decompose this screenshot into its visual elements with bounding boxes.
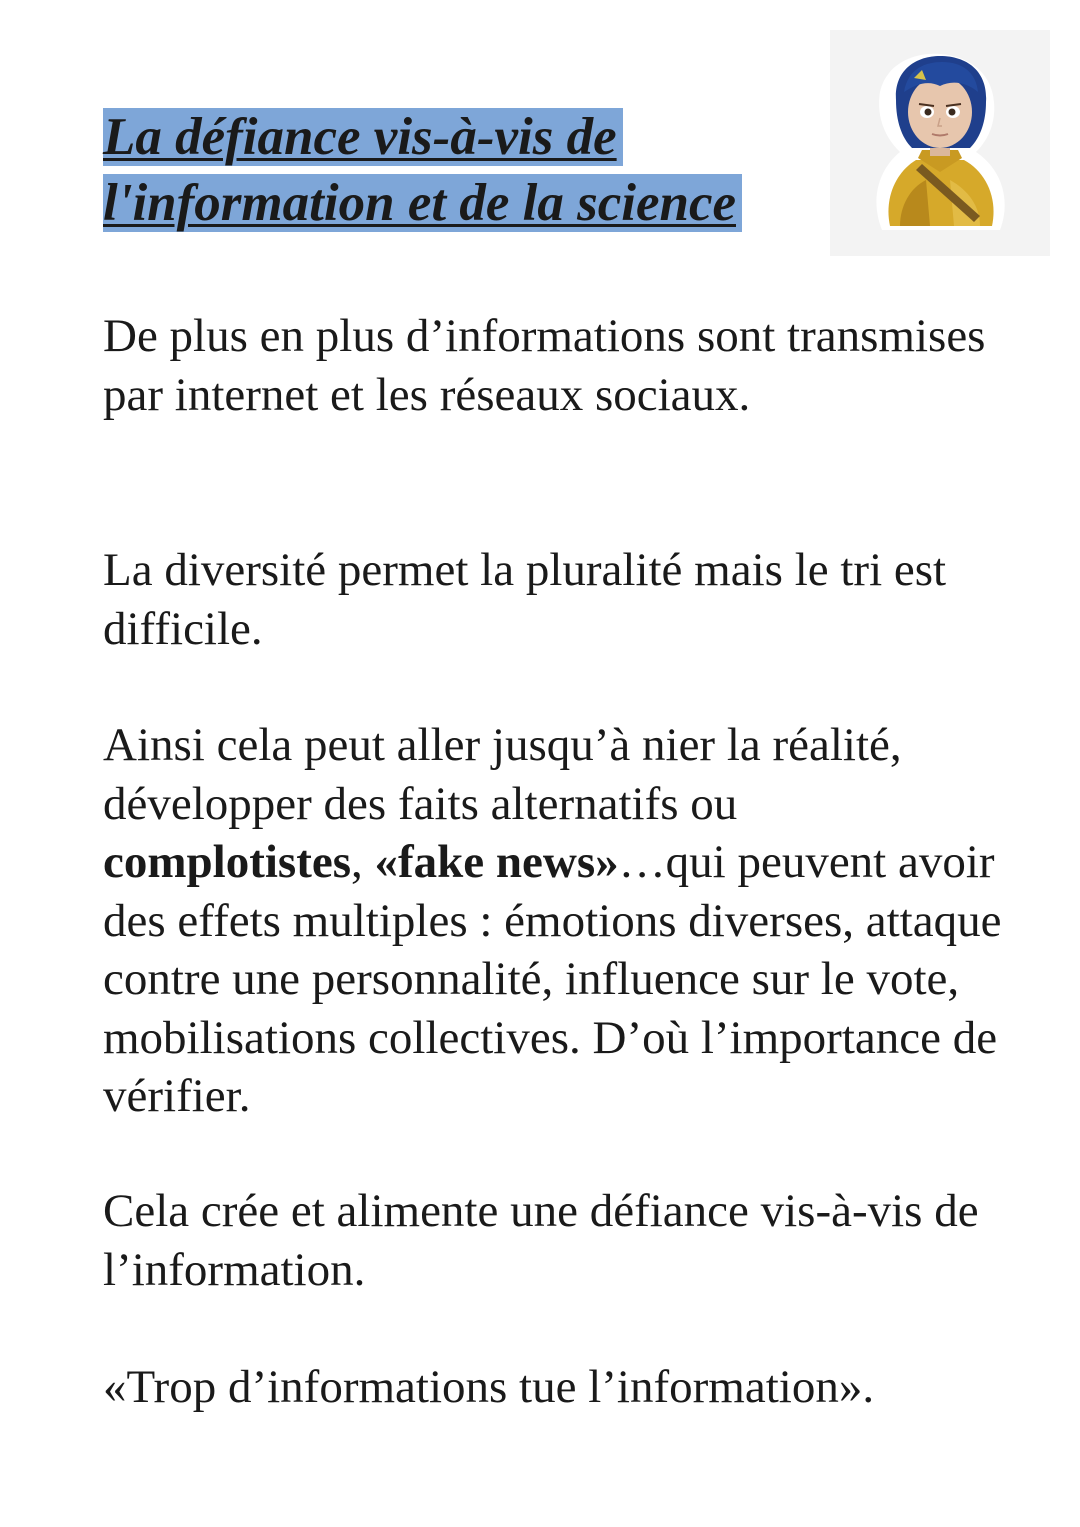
paragraph-diversity: La diversité permet la pluralité mais le tri est difficile. [103, 544, 947, 655]
paragraph-defiance: Cela crée et alimente une défiance vis-à-vis de l’information. [103, 1185, 979, 1296]
paragraph-internet: De plus en plus d’informations sont transmises par internet et les réseaux sociaux. [103, 310, 986, 421]
quote-trop-d-informations: «Trop d’informations tue l’information». [103, 1361, 875, 1413]
title-line-2: l'information et de la science [103, 174, 742, 232]
page-title [103, 104, 823, 236]
keyword-separator: , [351, 836, 375, 888]
coraline-figure-icon [830, 30, 1050, 256]
paragraph-fake-news-rest: …qui peuvent avoir des effets multiples : émotions diverses, attaque contre une personnalité, influence sur le vote, mobilisations collectives. D’où l’importance de vérifier. [103, 836, 1002, 1122]
paragraph-fake-news-intro: Ainsi cela peut aller jusqu’à nier la réalité, développer des faits alternatifs ou [103, 719, 902, 830]
keyword-complotistes: complotistes [103, 836, 352, 888]
paragraph-fake-news [103, 716, 1003, 1126]
coraline-figure-image [830, 30, 1050, 256]
title-line-1: La défiance vis-à-vis de [103, 108, 623, 166]
keyword-fake-news: «fake news» [374, 836, 619, 888]
